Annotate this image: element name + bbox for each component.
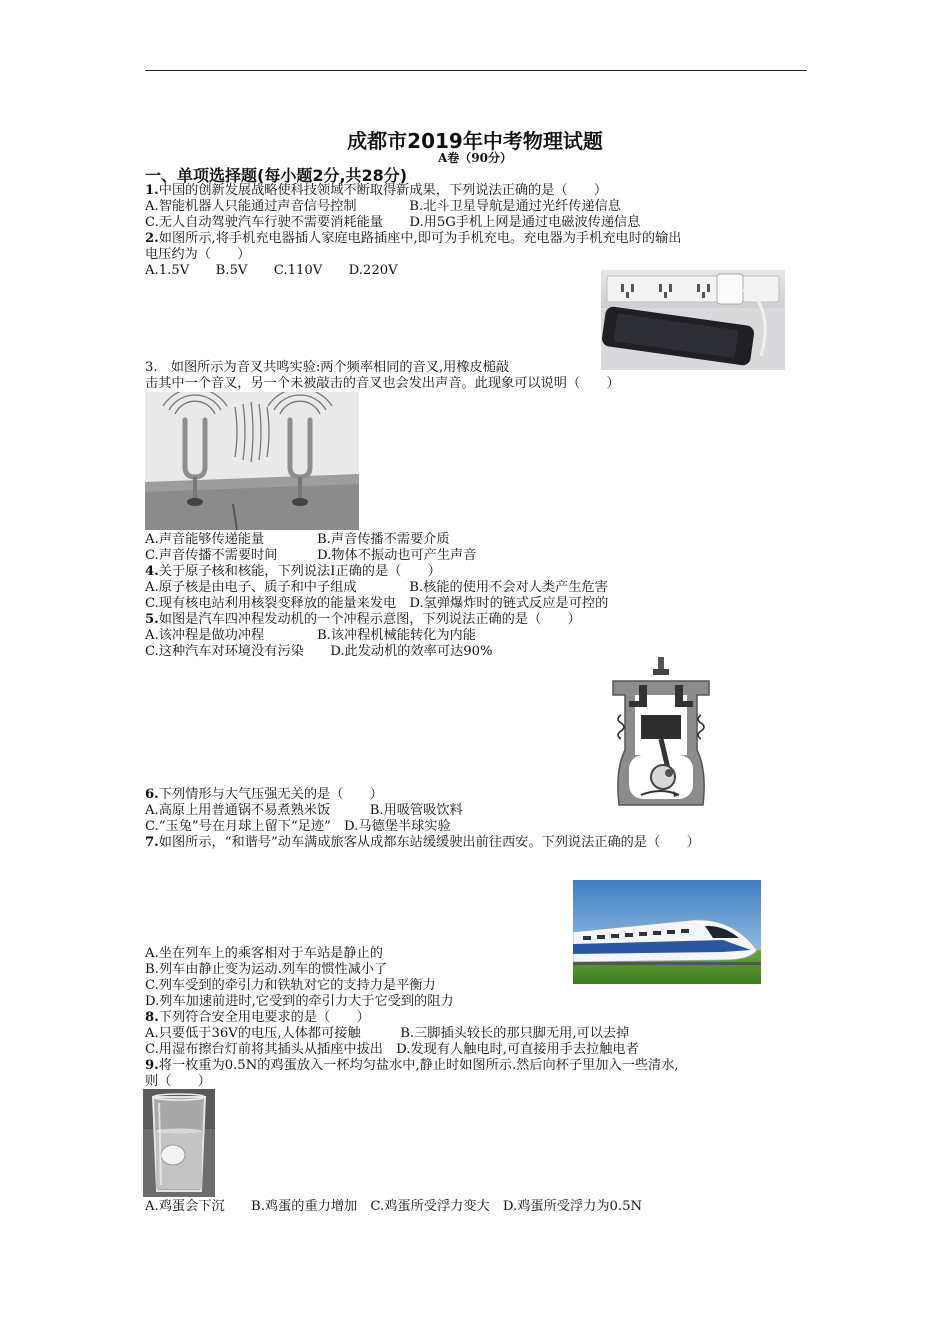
q6-options-row1: A.高原上用普通锅不易煮熟米饭 B.用吸管吸饮料 (145, 803, 463, 818)
egg-glass-figure (143, 1089, 215, 1197)
q8-options-row1: A.只要低于36V的电压,人体都可接触 B.三脚插头较长的那只脚无用,可以去掉 (145, 1026, 630, 1041)
q7-option-d: D.列车加速前进时,它受到的牵引力大于它受到的阻力 (145, 994, 454, 1009)
q1-stem (145, 183, 607, 199)
q6-options-row2: C.“玉兔”号在月球上留下“足迹” D.马德堡半球实验 (145, 819, 451, 834)
engine-stroke-figure (607, 655, 715, 813)
q2-stem-line2: 电压约为（ ） (145, 247, 251, 262)
q4-options-row1: A.原子核是由电子、质子和中子组成 B.核能的使用不会对人类产生危害 (145, 580, 608, 595)
q7-number: 7. (145, 835, 159, 850)
q2-stem-line1 (145, 231, 681, 247)
q5-stem (145, 612, 581, 628)
q1-options-row1: A.智能机器人只能通过声音信号控制 B.北斗卫星导航是通过光纤传递信息 (145, 199, 621, 214)
q4-stem (145, 564, 441, 580)
q8-number: 8. (145, 1010, 159, 1025)
q5-number: 5. (145, 612, 159, 627)
section-heading: 一、单项选择题(每小题2分,共28分) (145, 166, 408, 185)
q3-options-row2: C.声音传播不需要时间 D.物体不振动也可产生声音 (145, 548, 477, 563)
q4-options-row2: C.现有核电站利用核裂变释放的能量来发电 D.氢弹爆炸时的链式反应是可控的 (145, 596, 609, 611)
q9-stem-line2: 则（ ） (145, 1074, 211, 1089)
q4-number: 4. (145, 564, 159, 579)
q2-number: 2. (145, 231, 159, 246)
page-subtitle: A卷（90分） (437, 151, 512, 165)
q2-options: A.1.5V B.5V C.110V D.220V (145, 263, 398, 278)
q5-options-row1: A.该冲程是做功冲程 B.该冲程机械能转化为内能 (145, 628, 476, 643)
q5-options-row2: C.这种汽车对环境没有污染 D.此发动机的效率可达90% (145, 644, 493, 659)
q2-text: 如图所示,将手机充电器插人家庭电路插座中,即可为手机充电。充电器为手机充电时的输出 (158, 231, 682, 246)
q3-options-row1: A.声音能够传递能量 B.声音传播不需要介质 (145, 532, 450, 547)
q8-stem (145, 1010, 370, 1026)
q9-options: A.鸡蛋会下沉 B.鸡蛋的重力增加 C.鸡蛋所受浮力变大 D.鸡蛋所受浮力为0.5N (145, 1199, 643, 1214)
q8-options-row2: C.用湿布擦台灯前将其插头从插座中拔出 D.发现有人触电时,可直接用手去拉触电者 (145, 1042, 639, 1057)
q7-option-b: B.列车由静止变为运动.列车的惯性减小了 (145, 962, 388, 977)
q4-text: 关于原子核和核能，下列说法Ⅰ正确的是（ ） (158, 564, 441, 579)
q3-stem-line1: 3. 如图所示为音叉共鸣实验:两个频率相同的音叉,用橡皮槌敲 (145, 360, 510, 375)
page-title: 成都市2019年中考物理试题 (347, 129, 603, 153)
q7-option-c: C.列车受到的牵引力和铁轨对它的支持力是平衡力 (145, 978, 436, 993)
q6-number: 6. (145, 787, 159, 802)
q7-option-a: A.坐在列车上的乘客相对于车站是静止的 (145, 946, 383, 961)
q1-options-row2: C.无人自动驾驶汽车行驶不需要消耗能量 D.用5G手机上网是通过电磁波传递信息 (145, 215, 641, 230)
tuning-fork-figure (145, 392, 359, 530)
q9-stem-line1 (145, 1058, 679, 1074)
q9-text: 将一枚重为0.5N的鸡蛋放入一杯均匀盐水中,静止时如图所示.然后向杯子里加入一些清水, (158, 1058, 679, 1073)
q9-number: 9. (145, 1058, 159, 1073)
q1-number: 1. (145, 183, 159, 198)
top-rule (145, 70, 807, 71)
phone-charger-figure (601, 270, 785, 370)
q7-stem (145, 835, 700, 851)
q6-text: 下列情形与大气压强无关的是（ ） (158, 787, 383, 802)
q3-stem-line2: 击其中一个音叉，另一个未被敲击的音叉也会发出声音。此现象可以说明（ ） (145, 376, 620, 391)
train-figure (573, 880, 761, 984)
q1-text: 中国的创新发展战略使科技领域不断取得新成果，下列说法正确的是（ ） (158, 183, 608, 198)
q8-text: 下列符合安全用电要求的是（ ） (158, 1010, 370, 1025)
q5-text: 如图是汽车四冲程发动机的一个冲程示意图，下列说法正确的是（ ） (158, 612, 581, 627)
q7-text: 如图所示，“和谐号”动车满成旅客从成都东站缓缓驶出前往西安。下列说法正确的是（ ） (158, 835, 700, 850)
q6-stem (145, 787, 383, 803)
